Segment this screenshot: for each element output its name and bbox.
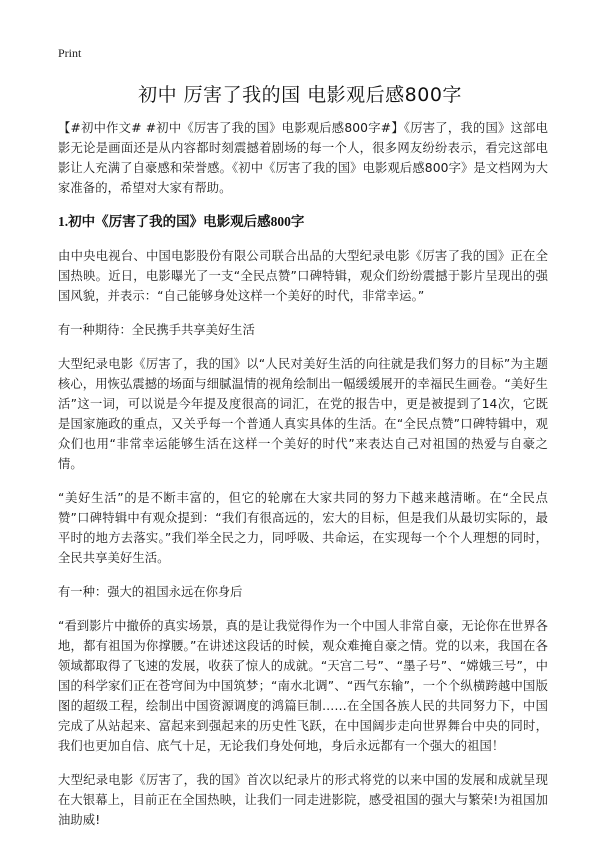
paragraph-5: 大型纪录电影《厉害了，我的国》首次以纪录片的形式将党的以来中国的发展和成就呈现在大银幕上，目前正在全国热映，让我们一同走进影院，感受祖国的强大与繁荣!为祖国加油助威! [58,773,548,827]
print-link[interactable]: Print [58,46,82,60]
subheading-2: 有一种：强大的祖国永远在你身后 [58,585,243,599]
paragraph-1: 由中央电视台、中国电影股份有限公司联合出品的大型纪录电影《厉害了我的国》正在全国热映。近日，电影曝光了一支“全民点赞”口碑特辑，观众们纷纷震撼于影片呈现出的强国风貌，并表示：“自己能够身处这样一个美好的时代，非常幸运。” [58,249,548,303]
paragraph-3: “美好生活”的是不断丰富的，但它的轮廓在大家共同的努力下越来越清晰。在“全民点赞”口碑特辑中有观众提到：“我们有很高远的，宏大的目标，但是我们从最切实际的，最平时的地方去落实。”我们举全民之力，同呼吸、共命运，在实现每一个个人理想的同时，全民共享美好生活。 [58,491,548,565]
subheading-1: 有一种期待：全民携手共享美好生活 [58,323,255,337]
paragraph-2: 大型纪录电影《厉害了，我的国》以“人民对美好生活的向往就是我们努力的目标”为主题核心，用恢弘震撼的场面与细腻温情的视角绘制出一幅缓缓展开的幸福民生画卷。“美好生活”这一词，可以说是今年提及度很高的词汇，在党的报告中，更是被提到了14次，它既是国家施政的重点，又关乎每一个普通人真实具体的生活。在“全民点赞”口碑特辑中，观众们也用“非常幸运能够生活在这样一个美好的时代”来表达自己对祖国的热爱与自豪之情。 [58,357,548,471]
paragraph-4: “看到影片中撤侨的真实场景，真的是让我觉得作为一个中国人非常自豪，无论你在世界各地，都有祖国为你撑腰。”在讲述这段话的时候，观众难掩自豪之情。党的以来，我国在各领域都取得了飞速的发展，收获了惊人的成就。“天宫二号”、“墨子号”、“嫦娥三号”，中国的科学家们正在苍穹间为中国筑梦；“南水北调”、“西气东输”，一个个纵横跨越中国版图的超级工程，绘制出中国资源调度的鸿篇巨制……在全国各族人民的共同努力下，中国完成了从站起来、富起来到强起来的历史性飞跃，在中国阔步走向世界舞台中央的同时，我们也更加自信、底气十足，无论我们身处何地，身后永远都有一个强大的祖国！ [58,619,548,753]
intro-paragraph: 【#初中作文# #初中《厉害了我的国》电影观后感800字#】《厉害了，我的国》这部电影无论是画面还是从内容都时刻震撼着剧场的每一个人，很多网友纷纷表示，看完这部电影让人充满了自豪感和荣誉感。《初中《厉害了我的国》电影观后感800字》是文档网为大家准备的，希望对大家有帮助。 [58,121,548,195]
article-body [58,118,548,844]
page-title: 初中 厉害了我的国 电影观后感800字 [138,84,462,106]
section-heading: 1.初中《厉害了我的国》电影观后感800字 [58,214,305,229]
